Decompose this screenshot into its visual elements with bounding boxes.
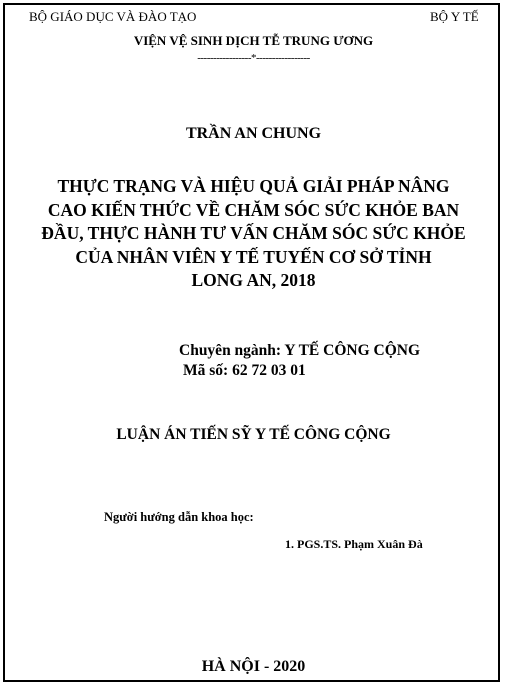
ministry-right: BỘ Y TẾ [430,9,479,24]
thesis-title-line: CAO KIẾN THỨC VỀ CHĂM SÓC SỨC KHỎE BAN [47,199,460,220]
header-separator: -----------------*----------------- [197,52,310,64]
thesis-title [8,175,499,293]
institute-name: VIỆN VỆ SINH DỊCH TỄ TRUNG ƯƠNG [133,33,374,48]
thesis-title-line: CỦA NHÂN VIÊN Y TẾ TUYẾN CƠ SỞ TỈNH [75,246,432,267]
advisor-label: Người hướng dẫn khoa học: [104,510,254,524]
degree-title: LUẬN ÁN TIẾN SỸ Y TẾ CÔNG CỘNG [116,426,391,443]
ministry-left: BỘ GIÁO DỤC VÀ ĐÀO TẠO [29,9,197,24]
place-year: HÀ NỘI - 2020 [201,658,306,675]
advisor-name: 1. PGS.TS. Phạm Xuân Đà [285,537,423,551]
thesis-title-line: ĐẦU, THỰC HÀNH TƯ VẤN CHĂM SÓC SỨC KHỎE [41,223,466,243]
author-name: TRẦN AN CHUNG [185,125,322,142]
thesis-title-line: LONG AN, 2018 [191,270,316,290]
specialty-code: Mã số: 62 72 03 01 [183,362,306,379]
specialty: Chuyên ngành: Y TẾ CÔNG CỘNG [179,342,421,359]
thesis-title-line: THỰC TRẠNG VÀ HIỆU QUẢ GIẢI PHÁP NÂNG [57,176,450,196]
